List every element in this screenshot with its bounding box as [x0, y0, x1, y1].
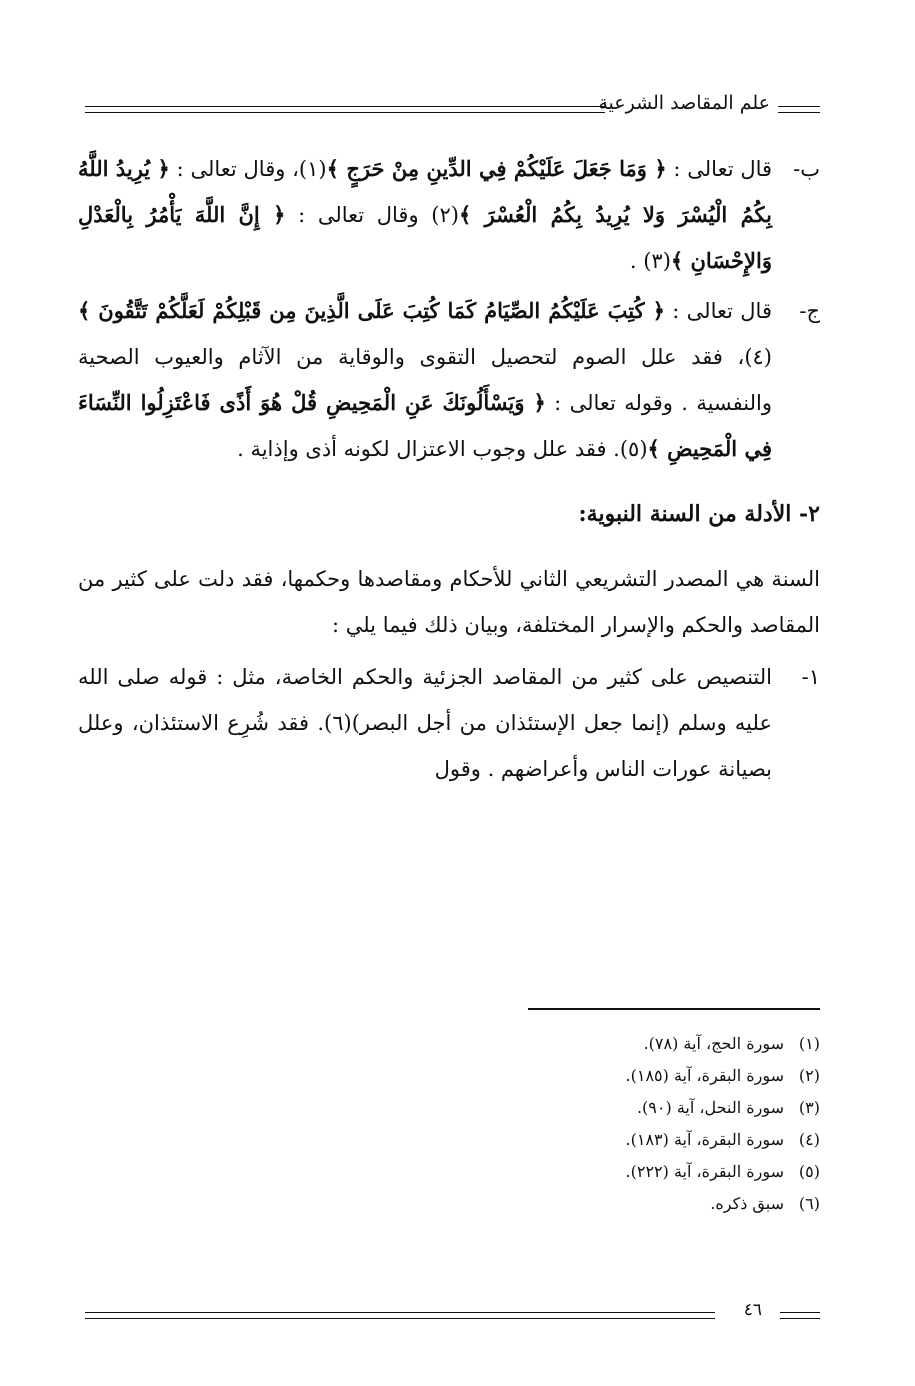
footnote	[420, 1124, 820, 1156]
footnote	[420, 1028, 820, 1060]
footer-rule-short	[780, 1312, 820, 1319]
list-item	[78, 146, 820, 284]
running-header	[85, 88, 820, 128]
quran-quote: ﴿ وَمَا جَعَلَ عَلَيْكُمْ فِي الدِّينِ مِنْ حَرَجٍ ﴾	[326, 156, 667, 181]
footnote-text: سورة البقرة، آية (١٨٣).	[625, 1130, 784, 1149]
footnote	[420, 1092, 820, 1124]
evidence-list	[78, 654, 820, 792]
text-run: التنصيص على كثير من المقاصد الجزئية والحكم الخاصة، مثل : قوله صلى الله عليه وسلم (إنما جعل الإستئذان من أجل البصر)(٦). فقد شُرِع الاستئذان، وعلل بصيانة عورات الناس وأعراضهم . وقول	[78, 665, 772, 781]
text-run: (١)، وقال تعالى :	[169, 157, 327, 181]
footnote-number: (٦)	[798, 1194, 820, 1213]
intro-paragraph: السنة هي المصدر التشريعي الثاني للأحكام ومقاصدها وحكمها، فقد دلت على كثير من المقاصد والحكم والإسرار المختلفة، وبيان ذلك فيما يلي :	[78, 567, 820, 637]
footnotes	[420, 1028, 820, 1220]
footnote-number: (٥)	[798, 1162, 820, 1181]
quran-quote: ﴿ كُتِبَ عَلَيْكُمُ الصِّيَامُ كَمَا كُتِبَ عَلَى الَّذِينَ مِن قَبْلِكُمْ لَعَلَّكُمْ تَتَّقُونَ ﴾	[78, 298, 665, 323]
header-title: علم المقاصد الشرعية	[598, 92, 770, 114]
footnote-text: سورة البقرة، آية (١٨٥).	[625, 1066, 784, 1085]
text-run: (٤)، فقد علل الصوم لتحصيل التقوى والوقاية من الآثام والعيوب الصحية والنفسية . وقوله تعالى :	[78, 345, 772, 415]
footnote-text: سورة الحج، آية (٧٨).	[643, 1034, 784, 1053]
footnote	[420, 1188, 820, 1220]
verse-list	[78, 146, 820, 472]
list-item	[78, 654, 820, 792]
text-run: (٢) وقال تعالى :	[285, 203, 459, 227]
page-number: ٤٦	[743, 1300, 762, 1320]
quran-quote: ﴿ إِنَّ اللَّهَ يَأْمُرُ بِالْعَدْلِ وَالإِحْسَانِ ﴾	[78, 202, 772, 273]
footnote-number: (٢)	[798, 1066, 820, 1085]
main-content	[78, 146, 820, 792]
footnote-number: (٤)	[798, 1130, 820, 1149]
footnote-text: سورة النحل، آية (٩٠).	[636, 1098, 784, 1117]
text-run: قال تعالى :	[666, 157, 773, 181]
section-heading: ٢- الأدلة من السنة النبوية:	[578, 501, 820, 527]
page-footer	[85, 1300, 820, 1330]
list-item	[78, 288, 820, 472]
text-run: (٣) .	[629, 249, 671, 273]
item-marker: ب-	[793, 157, 820, 181]
header-rule-short	[778, 106, 820, 113]
footnote-number: (١)	[798, 1034, 820, 1053]
item-marker: ج-	[799, 299, 820, 323]
footer-rule-long	[85, 1312, 715, 1319]
item-text	[78, 288, 772, 472]
footnote	[420, 1156, 820, 1188]
text-run: (٥). فقد علل وجوب الاعتزال لكونه أذى وإذاية .	[237, 437, 648, 461]
footnote-separator	[528, 1008, 820, 1010]
text-run: قال تعالى :	[664, 299, 772, 323]
footnote	[420, 1060, 820, 1092]
header-rule-long	[85, 106, 605, 113]
quran-quote: ﴿ يُرِيدُ اللَّهُ بِكُمُ الْيُسْرَ وَلا يُرِيدُ بِكُمُ الْعُسْرَ ﴾	[78, 156, 772, 227]
quran-quote: ﴿ وَيَسْأَلُونَكَ عَنِ الْمَحِيضِ قُلْ هُوَ أَذًى فَاعْتَزِلُوا النِّسَاءَ فِي الْمَحِيضِ ﴾	[78, 390, 772, 461]
footnote-number: (٣)	[798, 1098, 820, 1117]
footnote-text: سبق ذكره.	[710, 1194, 784, 1213]
footnote-text: سورة البقرة، آية (٢٢٢).	[625, 1162, 784, 1181]
item-marker: ١-	[801, 665, 820, 689]
item-text	[78, 654, 772, 792]
item-text	[78, 146, 772, 284]
